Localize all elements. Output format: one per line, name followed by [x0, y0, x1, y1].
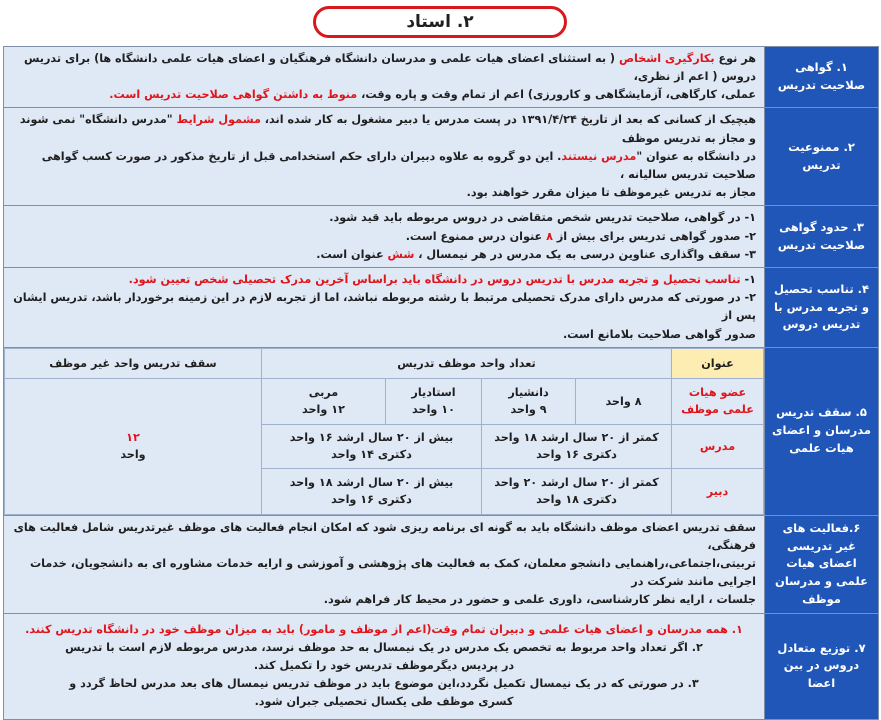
rule-line: [12, 184, 756, 202]
modares-b2: دکتری ۱۴ واحد: [331, 448, 412, 462]
dabir-over20: [261, 468, 481, 514]
rule-label: ۵. سقف تدریس مدرسان و اعضای هیات علمی: [765, 347, 879, 515]
highlight-text: مدرس نیستند: [561, 149, 637, 163]
quota-row: [4, 347, 879, 515]
body-text: عنوان درس ممنوع است.: [405, 229, 547, 243]
body-text: هر نوع: [714, 52, 756, 65]
body-text: هیچیک از کسانی که بعد از تاریخ ۱۳۹۱/۴/۲۴ در پست مدرس یا دبیر مشغول به کار شده اند،: [260, 113, 756, 127]
rule-line: [12, 228, 756, 246]
rank-cell: [482, 378, 576, 424]
body-text: در دانشگاه به عنوان ": [636, 149, 756, 163]
rule-line: [12, 111, 756, 147]
faculty-label: عضو هیات علمی موظف: [672, 378, 764, 424]
body-text: عنوان است.: [316, 247, 388, 261]
rank-value: ۹ واحد: [510, 403, 547, 417]
rules-table-wrapper: [3, 46, 879, 720]
quota-header-nonmandatory: سقف تدریس واحد غیر موظف: [5, 348, 262, 378]
rule-label: ۶.فعالیت های غیر تدریسی اعضای هیات علمی و مدرسان موظف: [765, 515, 879, 613]
body-text: کسری موظف طی یکسال تحصیلی جبران شود.: [254, 695, 514, 709]
modares-b1: بیش از ۲۰ سال ارشد ۱۶ واحد: [289, 430, 454, 444]
rule-line: [12, 289, 756, 325]
body-text: ۳- سقف واگذاری عناوین درسی به یک مدرس در هر نیمسال ،: [414, 247, 756, 261]
rule-content: [4, 613, 765, 719]
quota-header-title: عنوان: [672, 348, 764, 378]
highlight-text: شش: [387, 247, 415, 261]
body-text: عملی، کارگاهی، آزمایشگاهی و کارورزی) اعم از تمام وقت و پاره وقت،: [357, 88, 756, 102]
rule-label: ۴. تناسب تحصیل و تجربه مدرس با تدریس دروس: [765, 268, 879, 348]
rank-cell: [261, 378, 385, 424]
body-text: ۱- در گواهی، صلاحیت تدریس شخص متقاضی در دروس مربوطه باید قید شود.: [329, 211, 756, 225]
rank-name: دانشیار: [508, 385, 549, 399]
body-text: "مدرس دانشگاه" نمی شوند و مجاز به تدریس موظف: [19, 113, 756, 145]
rule-line: [12, 675, 756, 693]
body-text: مجاز به تدریس غیرموظف تا میزان مقرر خواهند بود.: [466, 185, 756, 199]
nonmandatory-value: [5, 378, 262, 514]
rank-name: مربی: [308, 385, 339, 399]
rule-line: تربیتی،اجتماعی،راهنمایی دانشجو معلمان، کمک به فعالیت های پژوهشی و آموزشی و ارایه خدمات مشاوره ای به دانشجویان، خدمات اجرایی مانند شرکت در: [29, 557, 756, 589]
nonmandatory-unit: واحد: [120, 448, 146, 462]
modares-over20: [261, 424, 481, 468]
dabir-a1: کمتر از ۲۰ سال ارشد ۲۰ واحد: [494, 475, 659, 489]
rank-value: ۸ واحد: [605, 394, 642, 408]
rule-line: [12, 621, 756, 639]
rule-label: ۷. توزیع متعادل دروس در بین اعضا: [765, 613, 879, 719]
rule-content: [4, 47, 765, 108]
rule-line: [12, 50, 756, 86]
highlight-text: تناسب تحصیل و تجربه مدرس با تدریس دروس در دانشگاه باید براساس آخرین مدرک تحصیلی شخص تعیین شود.: [128, 273, 741, 287]
rule-line: [12, 246, 756, 264]
rank-value: ۱۰ واحد: [412, 403, 455, 417]
highlight-text: منوط به داشتن گواهی صلاحیت تدریس است.: [109, 88, 358, 102]
body-text: ۱-: [740, 273, 756, 287]
body-text: صدور گواهی صلاحیت بلامانع است.: [562, 327, 756, 341]
rule-content: [4, 515, 765, 613]
rank-cell: [386, 378, 482, 424]
modares-label: مدرس: [672, 424, 764, 468]
dabir-label: دبیر: [672, 468, 764, 514]
rule-label: ۲. ممنوعیت تدریس: [765, 108, 879, 206]
body-text: ( به استثنای اعضای هیات علمی و مدرسان دانشگاه فرهنگیان و اعضای هیات علمی دانشگاه ها) برای تدریس دروس ( اعم از نظری،: [23, 52, 756, 84]
rule-line: سقف تدریس اعضای موظف دانشگاه باید به گونه ای برنامه ریزی شود که امکان انجام فعالیت های موظف غیرتدریس شامل فعالیت های فرهنگی،: [13, 520, 756, 552]
quota-header-mandatory: تعداد واحد موظف تدریس: [261, 348, 671, 378]
quota-table: [4, 348, 764, 515]
modares-under20: [482, 424, 672, 468]
body-text: ۲- در صورتی که مدرس دارای مدرک تحصیلی مرتبط با رشته مربوطه نباشد، اما از تجربه لازم در این زمینه برخوردار باشد، تدریس ایشان پس از: [13, 291, 756, 323]
rule-row: [4, 613, 879, 719]
highlight-text: مشمول شرایط: [176, 113, 261, 127]
rule-row: [4, 47, 879, 108]
rule-row: [4, 108, 879, 206]
rules-table: [3, 46, 879, 720]
rule-line: [12, 657, 756, 675]
rule-line: [12, 693, 756, 711]
rule-line: [12, 209, 756, 227]
highlight-text: بکارگیری اشخاص: [618, 52, 715, 65]
body-text: ۳. در صورتی که در یک نیمسال تکمیل نگردد،این موضوع باید در موظف تدریس نیمسال های بعد مدرس لحاظ گردد و: [69, 677, 699, 691]
rule-line: [12, 639, 756, 657]
rule-content: [4, 268, 765, 348]
rule-row: [4, 515, 879, 613]
dabir-a2: دکتری ۱۸ واحد: [536, 493, 617, 507]
rule-line: [12, 148, 756, 184]
section-title: ۲. استاد: [313, 6, 567, 38]
rank-value: ۱۲ واحد: [302, 403, 345, 417]
dabir-b2: دکتری ۱۶ واحد: [331, 493, 412, 507]
body-text: در پردیس دیگرموظف تدریس خود را تکمیل کند.: [253, 659, 515, 673]
rule-label: ۱. گواهی صلاحیت تدریس: [765, 47, 879, 108]
modares-a2: دکتری ۱۶ واحد: [536, 448, 617, 462]
rule-content: [4, 108, 765, 206]
rule-line: جلسات ، ارایه نظر کارشناسی، داوری علمی و حضور در محیط کار فراهم شود.: [323, 593, 756, 607]
rule-row: [4, 206, 879, 268]
rule-line: [12, 86, 756, 104]
highlight-text: ۱. همه مدرسان و اعضای هیات علمی و دبیران تمام وقت(اعم از موظف و مامور) باید به میزان موظف خود در دانشگاه تدریس کنند.: [25, 622, 743, 636]
rank-name: استادیار: [411, 385, 456, 399]
rank-cell: [576, 378, 672, 424]
nonmandatory-number: ۱۲: [126, 430, 140, 444]
dabir-under20: [482, 468, 672, 514]
body-text: ۲. اگر تعداد واحد مربوط به تخصص یک مدرس در یک نیمسال به حد موظف نرسد، مدرس مربوطه لازم است با تدریس: [65, 641, 703, 655]
highlight-text: ۸: [546, 229, 553, 243]
rule-content: [4, 206, 765, 268]
rule-line: [12, 326, 756, 344]
body-text: . این دو گروه به علاوه دبیران دارای حکم استخدامی قبل از تاریخ مذکور در صورت کسب گواهی صلاحیت تدریس سالیانه ،: [41, 149, 756, 181]
rule-label: ۳. حدود گواهی صلاحیت تدریس: [765, 206, 879, 268]
rule-line: [12, 271, 756, 289]
rule-row: [4, 268, 879, 348]
modares-a1: کمتر از ۲۰ سال ارشد ۱۸ واحد: [494, 430, 659, 444]
quota-content: [4, 347, 765, 515]
dabir-b1: بیش از ۲۰ سال ارشد ۱۸ واحد: [289, 475, 454, 489]
body-text: ۲- صدور گواهی تدریس برای بیش از: [552, 229, 756, 243]
